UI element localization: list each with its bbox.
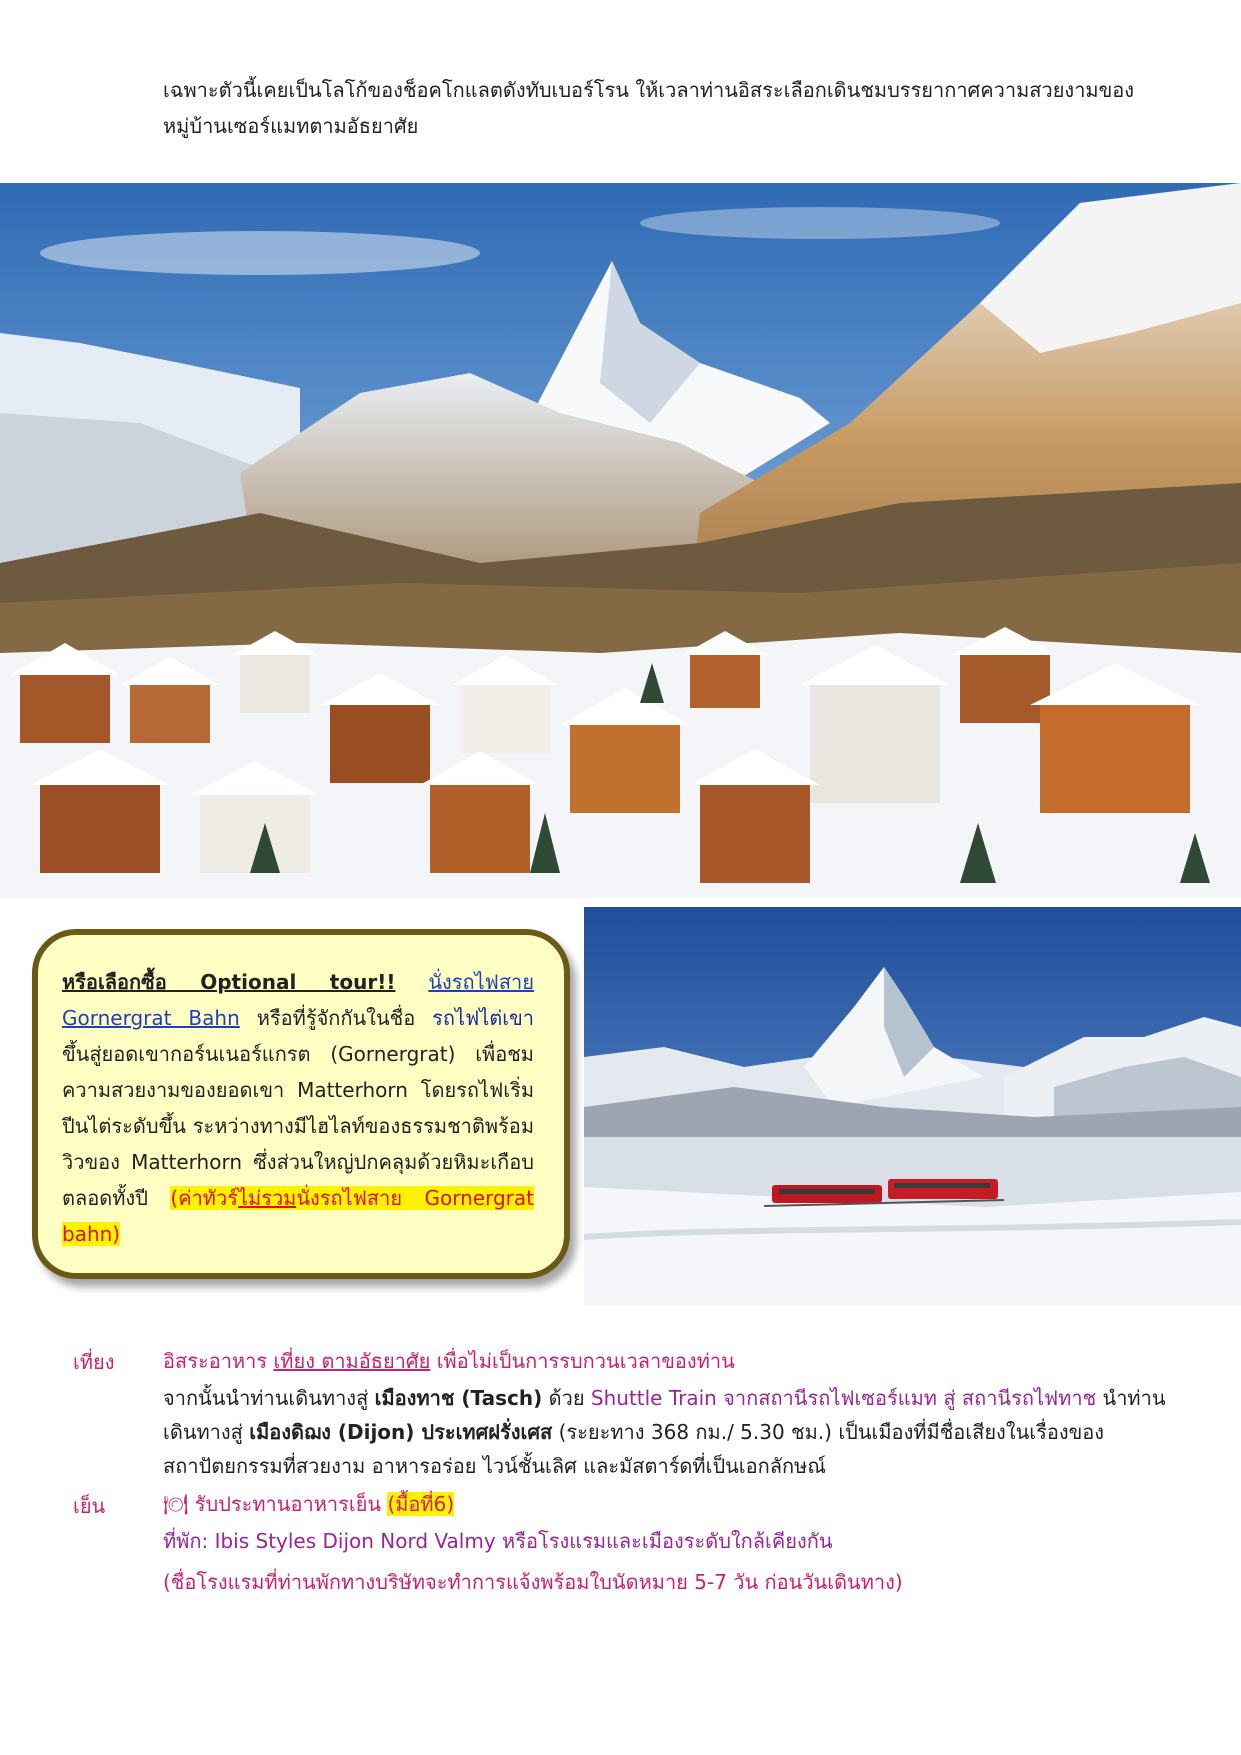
dinner-text: รับประทานอาหารเย็น [194, 1492, 382, 1516]
travel-p1: จากนั้นนำท่านเดินทางสู่ [163, 1386, 369, 1410]
tour-note-a: (ค่าทัวร์ [170, 1186, 238, 1210]
callout-body: ขึ้นสู่ยอดเขากอร์นเนอร์แกรต (Gornergrat) เพื่อชมความสวยงามของยอดเขา Matterhorn โดยรถไฟเริ่มปีนไต่ระดับขึ้น ระหว่างทางมีไฮไลท์ของธรรมชาติพร้อมวิวของ Matterhorn ซึ่งส่วนใหญ่ปกคลุมด้วยหิมะเกือบตลอดทั้งปี [62, 1042, 534, 1210]
tour-note-c: นั่งรถไฟสาย Gornergrat bahn) [62, 1186, 535, 1246]
hotel-line: ที่พัก: Ibis Styles Dijon Nord Valmy หรือโรงแรมและเมืองระดับใกล้เคียงกัน [163, 1529, 833, 1553]
travel-p3: นำท่านเดินทางสู่ [163, 1386, 1166, 1444]
travel-p2: ด้วย [548, 1386, 585, 1410]
zermatt-village-photo [0, 183, 1241, 898]
gornergrat-train-link[interactable]: นั่งรถไฟสาย Gornergrat Bahn [62, 970, 534, 1030]
gornergrat-train-photo [584, 907, 1241, 1305]
hotel-note: (ชื่อโรงแรมที่ท่านพักทางบริษัทจะทำการแจ้งพร้อมใบนัดหมาย 5-7 วัน ก่อนวันเดินทาง) [163, 1570, 903, 1594]
lunch-text-c: เพื่อไม่เป็นการรบกวนเวลาของท่าน [436, 1349, 735, 1373]
optional-tour-lead: หรือเลือกซื้อ Optional tour!! [62, 970, 396, 994]
mountain-train-name: รถไฟไต่เขา [432, 1006, 535, 1030]
shuttle-train-text: Shuttle Train จากสถานีรถไฟเซอร์แมท สู่ สถานีรถไฟทาช [590, 1386, 1097, 1410]
lunch-text-b: เที่ยง ตามอัธยาศัย [273, 1349, 431, 1373]
tasch-town: เมืองทาช (Tasch) [374, 1386, 543, 1410]
travel-p4: (ระยะทาง 368 กม./ 5.30 ชม.) เป็นเมืองที่มีชื่อเสียงในเรื่องของสถาปัตยกรรมที่สวยงาม อาหารอร่อย ไวน์ชั้นเลิศ และมัสตาร์ดที่เป็นเอกลักษณ์ [163, 1420, 1105, 1478]
lunch-label: เที่ยง [73, 1350, 115, 1374]
dinner-label: เย็น [73, 1494, 106, 1518]
lunch-text-a: อิสระอาหาร [163, 1349, 268, 1373]
meal-number: (มื้อที่6) [387, 1492, 455, 1516]
known-as-text: หรือที่รู้จักกันในชื่อ [256, 1006, 416, 1030]
travel-paragraph [163, 1381, 1173, 1483]
intro-paragraph: เฉพาะตัวนี้เคยเป็นโลโก้ของช็อคโกแลตดังทับเบอร์โรน ให้เวลาท่านอิสระเลือกเดินชมบรรยากาศความสวยงามของหมู่บ้านเซอร์แมทตามอัธยาศัย [163, 78, 1135, 138]
tour-note-excluded: ไม่รวม [237, 1186, 297, 1210]
dinner-line [163, 1487, 1173, 1521]
lunch-line [163, 1344, 1173, 1378]
optional-tour-callout [32, 929, 570, 1279]
meal-icon: 🍽 [163, 1492, 189, 1516]
dijon-town: เมืองดิฌง (Dijon) ประเทศฝรั่งเศส [249, 1420, 553, 1444]
